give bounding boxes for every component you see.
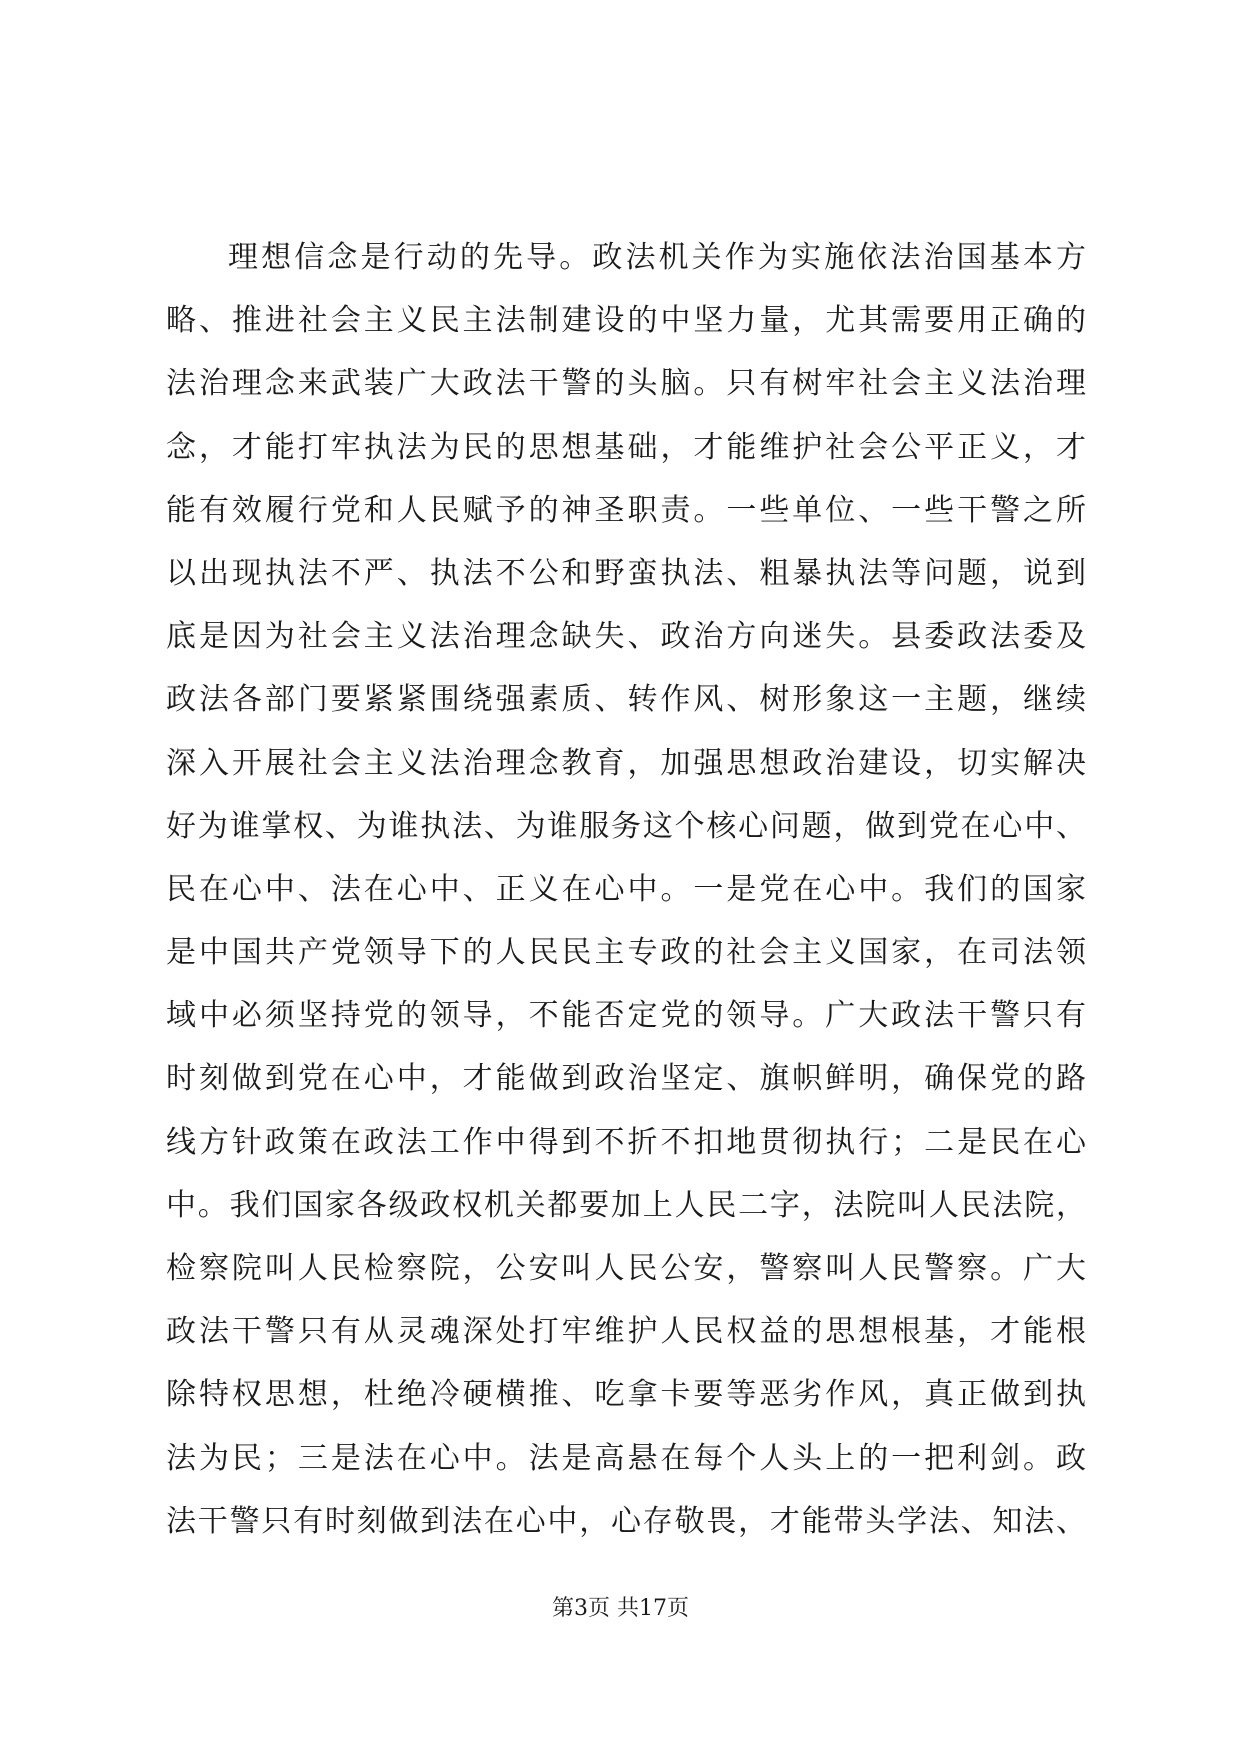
page-number-footer: 第3页 共17页 [552,1596,689,1621]
paragraph-line-16: 中。我们国家各级政权机关都要加上人民二字，法院叫人民法院， [166,1187,1086,1223]
paragraph-line-20: 法为民；三是法在心中。法是高悬在每个人头上的一把利剑。政 [166,1440,1086,1476]
paragraph-line-17: 检察院叫人民检察院，公安叫人民公安，警察叫人民警察。广大 [166,1251,1086,1286]
paragraph-line-1: 理想信念是行动的先导。政法机关作为实施依法治国基本方 [228,240,1086,275]
paragraph-line-5: 能有效履行党和人民赋予的神圣职责。一些单位、一些干警之所 [166,492,1086,528]
paragraph-line-12: 是中国共产党领导下的人民民主专政的社会主义国家，在司法领 [166,935,1086,971]
paragraph-line-18: 政法干警只有从灵魂深处打牢维护人民权益的思想根基，才能根 [166,1314,1086,1350]
body-paragraph [166,226,1086,1553]
paragraph-line-14: 时刻做到党在心中，才能做到政治坚定、旗帜鲜明，确保党的路 [166,1061,1086,1097]
paragraph-line-19: 除特权思想，杜绝冷硬横推、吃拿卡要等恶劣作风，真正做到执 [166,1377,1086,1413]
paragraph-line-4: 念，才能打牢执法为民的思想基础，才能维护社会公平正义，才 [166,429,1086,465]
paragraph-line-6: 以出现执法不严、执法不公和野蛮执法、粗暴执法等问题，说到 [166,555,1086,591]
paragraph-line-7: 底是因为社会主义法治理念缺失、政治方向迷失。县委政法委及 [166,619,1086,655]
paragraph-line-21: 法干警只有时刻做到法在心中，心存敬畏，才能带头学法、知法、 [166,1503,1086,1539]
paragraph-line-13: 域中必须坚持党的领导，不能否定党的领导。广大政法干警只有 [166,998,1086,1034]
paragraph-line-10: 好为谁掌权、为谁执法、为谁服务这个核心问题，做到党在心中、 [166,808,1086,844]
paragraph-line-3: 法治理念来武装广大政法干警的头脑。只有树牢社会主义法治理 [166,366,1086,402]
paragraph-line-9: 深入开展社会主义法治理念教育，加强思想政治建设，切实解决 [166,745,1086,781]
paragraph-line-8: 政法各部门要紧紧围绕强素质、转作风、树形象这一主题，继续 [166,682,1086,718]
paragraph-line-11: 民在心中、法在心中、正义在心中。一是党在心中。我们的国家 [166,871,1086,907]
paragraph-line-15: 线方针政策在政法工作中得到不折不扣地贯彻执行；二是民在心 [166,1124,1086,1160]
paragraph-line-2: 略、推进社会主义民主法制建设的中坚力量，尤其需要用正确的 [166,303,1086,339]
